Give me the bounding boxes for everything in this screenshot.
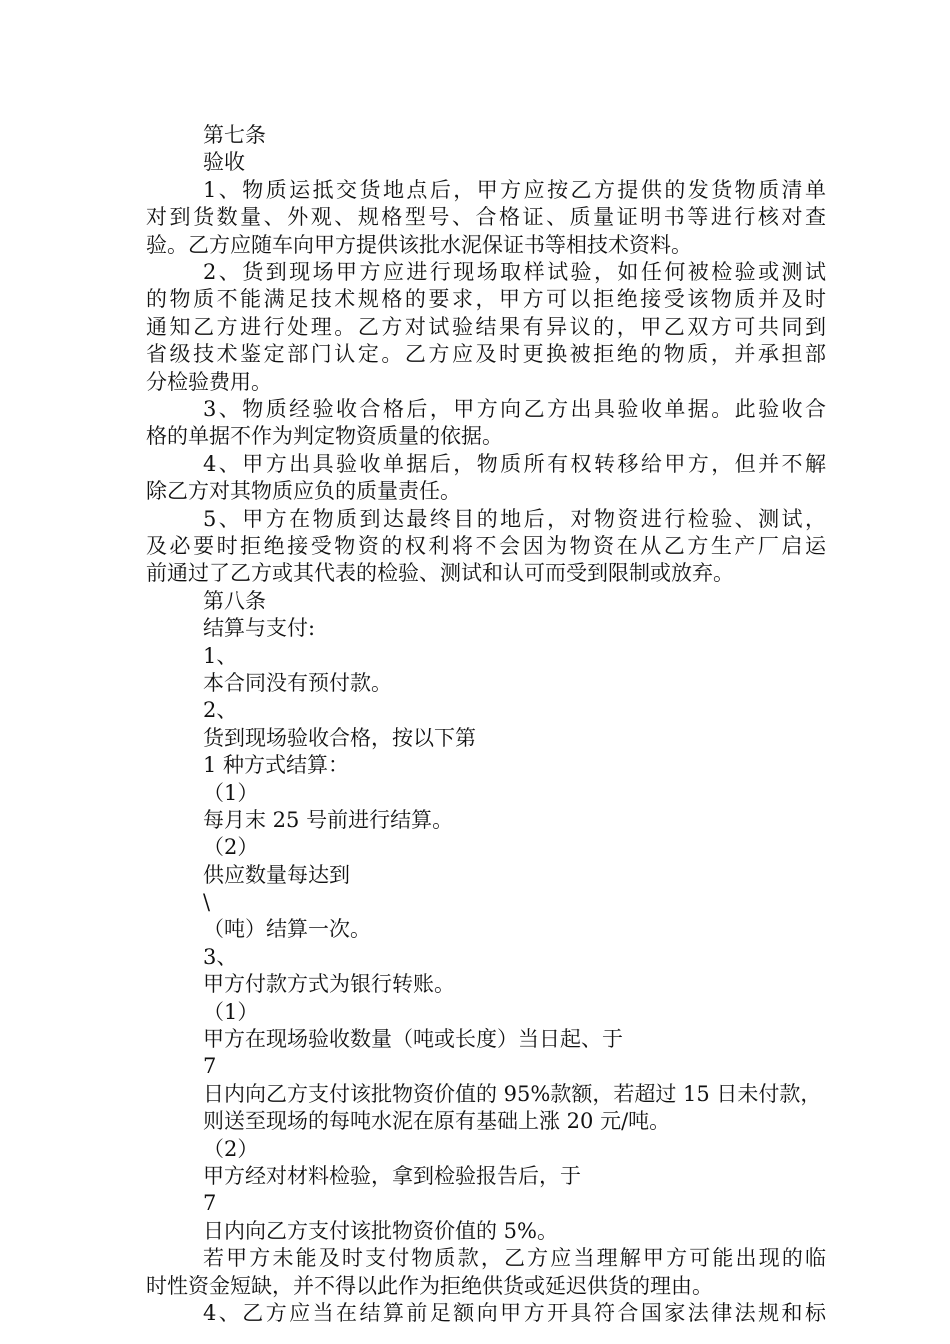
paragraph-line: 5、甲方在物质到达最终目的地后，对物资进行检验、测试，: [203, 506, 826, 531]
paragraph-line: 7: [203, 1054, 217, 1079]
paragraph-line: （吨）结算一次。: [203, 917, 371, 942]
paragraph-line: 1 种方式结算：: [203, 753, 350, 778]
article-eight-title: 结算与支付:: [203, 616, 316, 641]
sub-clause-number: （1）: [203, 780, 259, 805]
paragraph-line: 甲方经对材料检验，拿到检验报告后，于: [203, 1164, 581, 1188]
sub-clause-number: （2）: [203, 1136, 259, 1161]
paragraph-line: 若甲方未能及时支付物质款，乙方应当理解甲方可能出现的临: [203, 1246, 826, 1271]
sub-clause-number: （1）: [203, 999, 259, 1024]
paragraph-line: 本合同没有预付款。: [203, 670, 392, 695]
paragraph-line: 省级技术鉴定部门认定。乙方应及时更换被拒绝的物质，并承担部: [146, 342, 826, 367]
paragraph-line: 日内向乙方支付该批物资价值的 5%。: [203, 1218, 558, 1243]
article-eight-heading: 第八条: [203, 588, 266, 613]
paragraph-line: 1、物质运抵交货地点后，甲方应按乙方提供的发货物质清单: [203, 177, 826, 202]
paragraph-line: 对到货数量、外观、规格型号、合格证、质量证明书等进行核对查: [146, 205, 826, 230]
paragraph-line: 除乙方对其物质应负的质量责任。: [146, 479, 461, 504]
paragraph-line: 7: [203, 1191, 217, 1216]
paragraph-line: 货到现场验收合格，按以下第: [203, 725, 476, 750]
article-seven-title: 验收: [203, 150, 245, 175]
clause-number: 1、: [203, 643, 238, 668]
paragraph-line: 则送至现场的每吨水泥在原有基础上涨 20 元/吨。: [203, 1109, 671, 1134]
sub-clause-number: （2）: [203, 835, 259, 860]
paragraph-line: 通知乙方进行处理。乙方对试验结果有异议的，甲乙双方可共同到: [146, 314, 826, 339]
paragraph-line: 4、甲方出具验收单据后，物质所有权转移给甲方，但并不解: [203, 451, 826, 476]
paragraph-line: 每月末 25 号前进行结算。: [203, 807, 454, 832]
paragraph-line: 的物质不能满足技术规格的要求，甲方可以拒绝接受该物质并及时: [146, 287, 826, 312]
paragraph-line: \: [203, 890, 211, 915]
paragraph-line: 及必要时拒绝接受物资的权利将不会因为物资在从乙方生产厂启运: [146, 534, 826, 558]
paragraph-line: 甲方付款方式为银行转账。: [203, 972, 455, 997]
paragraph-line: 3、物质经验收合格后，甲方向乙方出具验收单据。此验收合: [203, 397, 826, 421]
document-body: [146, 122, 826, 1327]
paragraph-line: 验。乙方应随车向甲方提供该批水泥保证书等相技术资料。: [146, 232, 692, 257]
paragraph-line: 时性资金短缺，并不得以此作为拒绝供货或延迟供货的理由。: [146, 1273, 713, 1298]
article-seven-heading: 第七条: [203, 123, 266, 147]
paragraph-line: 2、货到现场甲方应进行现场取样试验，如任何被检验或测试: [203, 259, 826, 284]
paragraph-line: 4、乙方应当在结算前足额向甲方开具符合国家法律法规和标: [203, 1300, 826, 1325]
paragraph-line: 前通过了乙方或其代表的检验、测试和认可而受到限制或放弃。: [146, 561, 734, 586]
paragraph-line: 分检验费用。: [146, 369, 272, 394]
clause-number: 3、: [203, 944, 238, 969]
paragraph-line: 供应数量每达到: [203, 862, 350, 887]
paragraph-line: 格的单据不作为判定物资质量的依据。: [146, 424, 503, 449]
clause-number: 2、: [203, 698, 238, 723]
paragraph-line: 甲方在现场验收数量（吨或长度）当日起、于: [203, 1027, 623, 1052]
paragraph-line: 日内向乙方支付该批物资价值的 95%款额，若超过 15 日未付款，: [203, 1081, 822, 1106]
